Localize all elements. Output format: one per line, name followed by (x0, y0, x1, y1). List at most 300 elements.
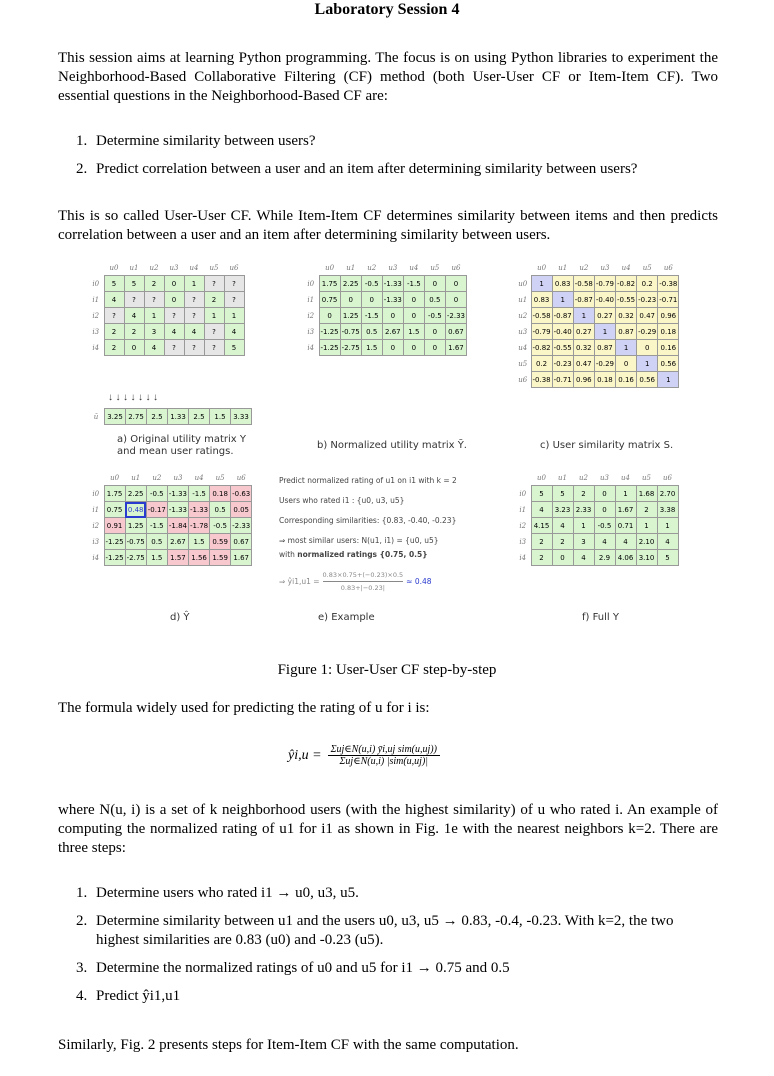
matrix-cell: ? (204, 276, 224, 292)
caption-d: d) Ŷ (170, 612, 190, 623)
column-header: u6 (236, 473, 246, 482)
matrix-cell: 1.67 (615, 502, 636, 518)
matrix-cell: ? (104, 308, 124, 324)
table-row (88, 292, 244, 308)
column-header: u3 (600, 263, 610, 272)
table-row (515, 356, 679, 372)
table-row (515, 372, 679, 388)
matrix-cell: 1 (657, 518, 678, 534)
column-header: u2 (367, 263, 377, 272)
matrix-cell: 4 (224, 324, 244, 340)
matrix-cell: 0.96 (573, 372, 594, 388)
column-header: u4 (621, 473, 630, 482)
list-item: 4. Predict ŷi1,u1 (76, 988, 181, 1004)
matrix-cell: 0.67 (231, 534, 252, 550)
final-paragraph: Similarly, Fig. 2 presents steps for Item-Item CF with the same computation. (58, 1037, 519, 1053)
matrix-cell: 3 (144, 324, 164, 340)
matrix-cell: 1.5 (146, 550, 167, 566)
column-header: u5 (215, 473, 225, 482)
matrix-cell: -1.84 (167, 518, 188, 534)
matrix-cell: 2.9 (594, 550, 615, 566)
row-header: i1 (307, 295, 315, 304)
column-header: u4 (189, 263, 199, 272)
matrix-a (88, 260, 245, 356)
matrix-cell: -0.71 (658, 292, 679, 308)
matrix-cell: 1 (531, 276, 552, 292)
matrix-cell: 5 (657, 550, 678, 566)
matrix-cell: -0.5 (594, 518, 615, 534)
table-row (88, 550, 252, 566)
matrix-cell: -1.5 (403, 276, 424, 292)
matrix-cell: 0.5 (424, 292, 445, 308)
mean-arrows: ↓ ↓ ↓ ↓ ↓ ↓ ↓ (108, 392, 158, 403)
row-header: i1 (92, 295, 100, 304)
column-header: u4 (194, 473, 204, 482)
column-header: u4 (621, 263, 631, 272)
table-row (88, 502, 252, 518)
matrix-cell: 5 (224, 340, 244, 356)
matrix-cell: 0 (424, 324, 445, 340)
matrix-cell: 0.75 (104, 502, 125, 518)
mean-cell: 2.75 (126, 409, 147, 425)
row-header: i3 (519, 537, 527, 546)
matrix-cell: 0.5 (146, 534, 167, 550)
intro-paragraph: This session aims at learning Python programming. The focus is on using Python libraries to experiment the Neighborhood-Based Collaborative Filtering (CF) method (both User-User CF or Item-Item CF). Two essential questions in the Neighborhood-Based CF are: (58, 50, 718, 104)
steps-list (76, 884, 718, 1015)
matrix-cell: 4 (594, 534, 615, 550)
matrix-cell: 1 (594, 324, 615, 340)
example-line: Predict normalized rating of u1 on i1 with k = 2 (279, 476, 457, 485)
table-row (515, 534, 678, 550)
column-header: u6 (663, 473, 672, 482)
matrix-cell: -1.25 (319, 340, 340, 356)
matrix-cell: -0.71 (552, 372, 573, 388)
mean-cell: 2.5 (189, 409, 210, 425)
list-item: 1. Determine users who rated i1 → u0, u3, u5. (76, 885, 359, 901)
row-header: i4 (92, 343, 100, 352)
matrix-cell: 2.33 (573, 502, 594, 518)
row-header: i2 (92, 311, 100, 320)
matrix-c (515, 260, 679, 388)
example-line: Corresponding similarities: {0.83, -0.40, -0.23} (279, 516, 457, 525)
matrix-cell: 0 (382, 308, 403, 324)
matrix-cell: 1 (573, 518, 594, 534)
tF-table (515, 470, 679, 566)
row-header: i3 (92, 537, 100, 546)
matrix-cell: -0.5 (361, 276, 382, 292)
matrix-cell: 4 (657, 534, 678, 550)
matrix-cell: 0.59 (210, 534, 231, 550)
column-header: u2 (152, 473, 162, 482)
user-user-paragraph: This is so called User-User CF. While Item-Item CF determines similarity between items and then predicts correlation between a user and an item after determining similarity between users. (58, 208, 718, 243)
matrix-cell: -0.75 (340, 324, 361, 340)
matrix-cell: -1.33 (382, 276, 403, 292)
matrix-cell: -0.40 (594, 292, 615, 308)
matrix-cell: -0.38 (658, 276, 679, 292)
matrix-cell: 1 (636, 518, 657, 534)
row-header: i2 (307, 311, 315, 320)
matrix-cell: 0 (445, 292, 466, 308)
matrix-cell: 0.32 (573, 340, 594, 356)
matrix-cell: -1.5 (146, 518, 167, 534)
matrix-cell: -0.17 (146, 502, 167, 518)
matrix-cell: 0 (319, 308, 340, 324)
matrix-cell: 0.96 (658, 308, 679, 324)
row-header: u0 (518, 279, 528, 288)
matrix-cell: -0.55 (552, 340, 573, 356)
tA-table (88, 260, 245, 356)
matrix-cell: 1.5 (189, 534, 210, 550)
matrix-cell: 0 (164, 292, 184, 308)
matrix-cell: 1 (144, 308, 164, 324)
column-header: u3 (388, 263, 398, 272)
matrix-cell: 0 (164, 276, 184, 292)
matrix-cell: 5 (124, 276, 144, 292)
example-line: with normalized ratings {0.75, 0.5} (279, 550, 428, 559)
question-list (76, 132, 718, 188)
column-header: u0 (109, 263, 119, 272)
matrix-cell: -0.23 (552, 356, 573, 372)
column-header: u1 (129, 263, 139, 272)
matrix-cell: -1.5 (189, 486, 210, 502)
matrix-cell: 0.5 (210, 502, 231, 518)
row-header: u2 (518, 311, 528, 320)
matrix-cell: -1.5 (361, 308, 382, 324)
matrix-f (515, 470, 679, 566)
matrix-cell: 1 (658, 372, 679, 388)
matrix-cell: 0.5 (361, 324, 382, 340)
mean-cell: 3.33 (231, 409, 252, 425)
tC-table (515, 260, 679, 388)
matrix-cell: 0 (424, 340, 445, 356)
matrix-cell: 2 (636, 502, 657, 518)
caption-b: b) Normalized utility matrix Ȳ. (317, 440, 467, 451)
table-row (515, 518, 678, 534)
table-row (515, 324, 679, 340)
matrix-cell: 0 (637, 340, 658, 356)
mean-cell: 1.5 (210, 409, 231, 425)
matrix-cell: 0.67 (445, 324, 466, 340)
matrix-cell: 3 (573, 534, 594, 550)
column-header: u5 (642, 263, 652, 272)
matrix-cell: -1.25 (104, 550, 125, 566)
matrix-cell: -1.33 (167, 502, 188, 518)
table-row (88, 340, 244, 356)
matrix-cell: -1.25 (319, 324, 340, 340)
matrix-cell: 3.23 (552, 502, 573, 518)
column-header: u6 (229, 263, 239, 272)
table-row (515, 340, 679, 356)
matrix-cell: -1.33 (167, 486, 188, 502)
column-header: u6 (451, 263, 461, 272)
matrix-cell: -0.87 (552, 308, 573, 324)
row-header: i4 (307, 343, 315, 352)
matrix-cell: 0 (552, 550, 573, 566)
matrix-cell: -1.33 (382, 292, 403, 308)
matrix-cell: -0.63 (231, 486, 252, 502)
column-header: u5 (209, 263, 219, 272)
matrix-cell: 1.75 (319, 276, 340, 292)
column-header: u5 (642, 473, 651, 482)
row-header: i0 (519, 489, 527, 498)
matrix-cell: -0.29 (594, 356, 615, 372)
row-header: i4 (519, 553, 527, 562)
matrix-cell: ? (124, 292, 144, 308)
matrix-cell: 2.70 (657, 486, 678, 502)
matrix-cell: 0.18 (594, 372, 615, 388)
column-header: u4 (409, 263, 419, 272)
matrix-cell: -0.55 (616, 292, 637, 308)
matrix-cell: 2 (144, 276, 164, 292)
matrix-cell: 4 (144, 340, 164, 356)
matrix-cell: 1.59 (210, 550, 231, 566)
caption-c: c) User similarity matrix S. (540, 440, 674, 451)
column-header: u2 (579, 263, 589, 272)
matrix-cell: 0.16 (658, 340, 679, 356)
matrix-cell: 1.68 (636, 486, 657, 502)
example-box (279, 475, 499, 602)
table-row (88, 534, 252, 550)
matrix-cell: -0.82 (616, 276, 637, 292)
column-header: u1 (558, 263, 568, 272)
matrix-cell: 1.67 (231, 550, 252, 566)
column-header: u0 (537, 473, 546, 482)
matrix-cell: 0 (361, 292, 382, 308)
table-row (515, 308, 679, 324)
matrix-cell: 4 (124, 308, 144, 324)
table-row (303, 308, 467, 324)
row-header: u4 (518, 343, 528, 352)
matrix-cell: -2.33 (445, 308, 466, 324)
column-header: u1 (131, 473, 141, 482)
matrix-cell: 0.83 (531, 292, 552, 308)
mean-cell: 3.25 (105, 409, 126, 425)
matrix-cell: 1.25 (125, 518, 146, 534)
matrix-cell: 0.18 (210, 486, 231, 502)
table-row (88, 518, 252, 534)
example-line: Users who rated i1 : {u0, u3, u5} (279, 496, 405, 505)
matrix-cell: 0.91 (104, 518, 125, 534)
example-line: ⇒ most similar users: N(u1, i1) = {u0, u5} (279, 536, 439, 545)
matrix-cell: 1.56 (189, 550, 210, 566)
matrix-cell: 0.87 (616, 324, 637, 340)
list-item: 3. Determine the normalized ratings of u0 and u5 for i1 → 0.75 and 0.5 (76, 960, 510, 976)
matrix-cell: 2 (531, 550, 552, 566)
matrix-cell: -0.75 (125, 534, 146, 550)
matrix-cell: 0.87 (594, 340, 615, 356)
row-header: i2 (92, 521, 100, 530)
matrix-cell: 1.75 (104, 486, 125, 502)
column-header: u3 (173, 473, 183, 482)
matrix-cell: ? (224, 276, 244, 292)
table-row (88, 324, 244, 340)
matrix-cell: 1.57 (167, 550, 188, 566)
row-header: i0 (92, 489, 100, 498)
matrix-cell: 2 (204, 292, 224, 308)
matrix-cell: 1 (552, 292, 573, 308)
matrix-cell: 4.06 (615, 550, 636, 566)
matrix-cell: 0 (403, 292, 424, 308)
matrix-cell: 0.2 (531, 356, 552, 372)
matrix-cell: 0 (124, 340, 144, 356)
tB-table (303, 260, 467, 356)
matrix-cell: -0.5 (424, 308, 445, 324)
matrix-cell: 0 (594, 502, 615, 518)
row-header: u1 (518, 295, 528, 304)
row-header: i1 (519, 505, 527, 514)
matrix-cell: 2 (124, 324, 144, 340)
matrix-cell: 0.47 (637, 308, 658, 324)
matrix-cell: 4 (615, 534, 636, 550)
column-header: u0 (325, 263, 335, 272)
matrix-cell: -0.58 (573, 276, 594, 292)
matrix-cell: -0.29 (637, 324, 658, 340)
matrix-cell: 4 (552, 518, 573, 534)
matrix-cell: ? (144, 292, 164, 308)
matrix-cell: 4 (184, 324, 204, 340)
matrix-cell: 1.5 (403, 324, 424, 340)
row-header: i3 (307, 327, 315, 336)
matrix-cell: -2.75 (340, 340, 361, 356)
matrix-cell: 0.83 (552, 276, 573, 292)
matrix-cell: 0 (594, 486, 615, 502)
matrix-cell: 0 (403, 308, 424, 324)
formula-intro: The formula widely used for predicting the rating of u for i is: (58, 700, 430, 716)
matrix-cell: 1.5 (361, 340, 382, 356)
matrix-cell: -2.75 (125, 550, 146, 566)
matrix-cell: 0.16 (616, 372, 637, 388)
caption-a: a) Original utility matrix Y (117, 434, 247, 445)
list-item: 1. Determine similarity between users? (76, 133, 316, 149)
column-header: u0 (537, 263, 547, 272)
table-row (303, 292, 467, 308)
matrix-cell: -1.25 (104, 534, 125, 550)
column-header: u2 (149, 263, 159, 272)
matrix-d (88, 470, 252, 566)
figure-caption: Figure 1: User-User CF step-by-step (277, 662, 497, 678)
matrix-cell: -0.79 (594, 276, 615, 292)
row-header: i2 (519, 521, 527, 530)
column-header: u3 (169, 263, 179, 272)
matrix-cell: ? (204, 324, 224, 340)
matrix-cell: -0.38 (531, 372, 552, 388)
matrix-cell: 2 (531, 534, 552, 550)
matrix-cell: 3.38 (657, 502, 678, 518)
matrix-cell: ? (184, 340, 204, 356)
matrix-cell: 1 (224, 308, 244, 324)
matrix-cell: 2 (552, 534, 573, 550)
table-row (303, 324, 467, 340)
table-row (303, 276, 467, 292)
row-header: i0 (307, 279, 315, 288)
matrix-cell: 0 (445, 276, 466, 292)
matrix-b (303, 260, 467, 356)
page-title: Laboratory Session 4 (314, 1, 460, 18)
matrix-cell: 1.25 (340, 308, 361, 324)
table-row (88, 486, 252, 502)
matrix-cell: 2 (573, 486, 594, 502)
matrix-cell: -0.87 (573, 292, 594, 308)
matrix-cell: 0.56 (637, 372, 658, 388)
matrix-cell: 0.71 (615, 518, 636, 534)
matrix-cell: 5 (531, 486, 552, 502)
matrix-cell: 2.10 (636, 534, 657, 550)
caption-a-2: and mean user ratings. (117, 446, 234, 457)
matrix-cell: ? (164, 340, 184, 356)
matrix-cell: 0.56 (658, 356, 679, 372)
list-item: 2. Predict correlation between a user and an item after determining similarity between users? (76, 161, 638, 177)
matrix-cell: -0.23 (637, 292, 658, 308)
matrix-cell: 2.67 (167, 534, 188, 550)
table-row (515, 292, 679, 308)
matrix-cell: -0.82 (531, 340, 552, 356)
matrix-cell: 0 (403, 340, 424, 356)
matrix-cell: 1 (573, 308, 594, 324)
mean-row (88, 408, 252, 425)
matrix-cell: 4.15 (531, 518, 552, 534)
matrix-cell: 0.48 (125, 502, 146, 518)
row-header: u3 (518, 327, 528, 336)
matrix-cell: 1 (184, 276, 204, 292)
matrix-cell: 1 (616, 340, 637, 356)
matrix-cell: 0 (382, 340, 403, 356)
matrix-cell: -2.33 (231, 518, 252, 534)
matrix-cell: ? (224, 292, 244, 308)
list-item: 2. Determine similarity between u1 and the users u0, u3, u5 → 0.83, -0.4, -0.23. With k=2, the two highest similarities are 0.83 (u0) and -0.23 (u5). (76, 913, 674, 948)
matrix-cell: 0.75 (319, 292, 340, 308)
column-header: u6 (663, 263, 673, 272)
table-row (515, 276, 679, 292)
caption-f: f) Full Y (582, 612, 619, 623)
matrix-cell: ? (204, 340, 224, 356)
neighborhood-paragraph: where N(u, i) is a set of k neighborhood users (with the highest similarity) of u who rated i. An example of computing the normalized rating of u1 for i1 as shown in Fig. 1e with the nearest neighbors k=2. There are three steps: (58, 802, 718, 856)
matrix-cell: ? (164, 308, 184, 324)
matrix-cell: 4 (573, 550, 594, 566)
matrix-cell: 0 (424, 276, 445, 292)
matrix-cell: 0.27 (594, 308, 615, 324)
tD-table (88, 470, 252, 566)
matrix-cell: -0.58 (531, 308, 552, 324)
matrix-cell: -1.78 (189, 518, 210, 534)
row-header: i0 (92, 279, 100, 288)
matrix-cell: -0.40 (552, 324, 573, 340)
column-header: u1 (558, 473, 567, 482)
matrix-cell: 0.18 (658, 324, 679, 340)
table-row (88, 276, 244, 292)
column-header: u1 (346, 263, 356, 272)
matrix-cell: 4 (104, 292, 124, 308)
table-row (88, 308, 244, 324)
table-row (515, 502, 678, 518)
matrix-cell: 5 (104, 276, 124, 292)
matrix-cell: 0 (616, 356, 637, 372)
matrix-cell: 4 (164, 324, 184, 340)
matrix-cell: 0.27 (573, 324, 594, 340)
matrix-cell: -0.5 (146, 486, 167, 502)
table-row (515, 486, 678, 502)
matrix-cell: -0.5 (210, 518, 231, 534)
matrix-cell: 2 (104, 324, 124, 340)
matrix-cell: 2.25 (340, 276, 361, 292)
matrix-cell: 0.05 (231, 502, 252, 518)
mean-cell: 2.5 (147, 409, 168, 425)
matrix-cell: 1 (637, 356, 658, 372)
table-row (515, 550, 678, 566)
row-header: i1 (92, 505, 100, 514)
matrix-cell: -1.33 (189, 502, 210, 518)
matrix-cell: 0.47 (573, 356, 594, 372)
matrix-cell: -0.79 (531, 324, 552, 340)
